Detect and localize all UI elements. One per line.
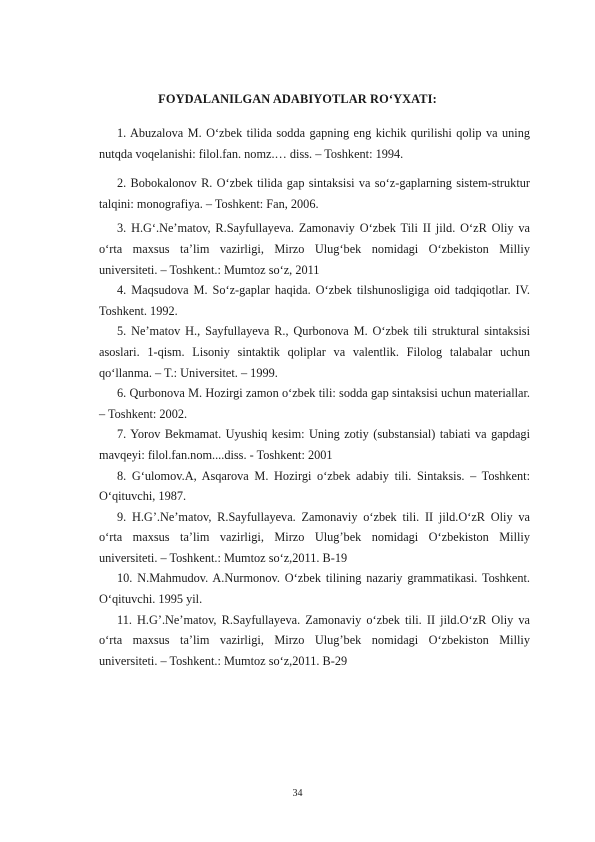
page-title: FOYDALANILGAN ADABIYOTLAR RO‘YXATI: (158, 92, 437, 106)
reference-item-8: 8. G‘ulomov.A, Asqarova M. Hozirgi o‘zbek adabiy tili. Sintaksis. – Toshkent: O‘qituvchi, 1987. (99, 468, 530, 504)
reference-item-10: 10. N.Mahmudov. A.Nurmonov. O‘zbek tilining nazariy grammatikasi. Toshkent. O‘qituvchi. 1995 yil. (99, 571, 530, 607)
reference-item-4: 4. Maqsudova M. So‘z-gaplar haqida. O‘zbek tilshunosligiga oid tadqiqotlar. IV. Toshkent. 1992. (99, 283, 530, 318)
reference-item-2: 2. Bobokalonov R. O‘zbek tilida gap sintaksisi va so‘z-gaplarning sistem-struktur talqini: monografiya. – Toshkent: Fan, 2006. (99, 176, 530, 211)
reference-item-5: 5. Ne’matov H., Sayfullayeva R., Qurbonova M. O‘zbek tili struktural sintaksisi asoslari. 1-qism. Lisoniy sintaktik qoliplar va valentlik. Filolog talabalar uchun qo‘llanma. – T.: Universitet. – 1999. (99, 324, 530, 380)
reference-item-6: 6. Qurbonova M. Hozirgi zamon o‘zbek tili: sodda gap sintaksisi uchun materiallar. – Toshkent: 2002. (99, 386, 530, 421)
reference-item-1: 1. Abuzalova M. O‘zbek tilida sodda gapning eng kichik qurilishi qolip va uning nutqda voqelanishi: filol.fan. nomz.… diss. – Toshkent: 1994. (99, 126, 530, 161)
reference-item-3: 3. H.G‘.Ne’matov, R.Sayfullayeva. Zamonaviy O‘zbek Tili II jild. O‘zR Oliy va o‘rta maxsus ta’lim vazirligi, Mirzo Ulug‘bek nomidagi O‘zbekiston Milliy universiteti. – Toshkent.: Mumtoz so‘z, 2011 (99, 221, 530, 277)
reference-item-11: 11. H.G’.Ne’matov, R.Sayfullayeva. Zamonaviy o‘zbek tili. II jild.O‘zR Oliy va o‘rta maxsus ta’lim vazirligi, Mirzo Ulug’bek nomidagi O‘zbekiston Milliy universiteti. – Toshkent.: Mumtoz so‘z,2011. B-29 (99, 612, 530, 668)
page-number: 34 (292, 788, 303, 799)
reference-list (99, 123, 530, 671)
reference-item-9: 9. H.G’.Ne’matov, R.Sayfullayeva. Zamonaviy o‘zbek tili. II jild.O‘zR Oliy va o‘rta maxsus ta’lim vazirligi, Mirzo Ulug’bek nomidagi O‘zbekiston Milliy universiteti. – Toshkent.: Mumtoz so‘z,2011. B-19 (99, 509, 530, 565)
reference-item-7: 7. Yorov Bekmamat. Uyushiq kesim: Uning zotiy (substansial) tabiati va gapdagi mavqeyi: filol.fan.nom....diss. - Toshkent: 2001 (99, 427, 530, 462)
